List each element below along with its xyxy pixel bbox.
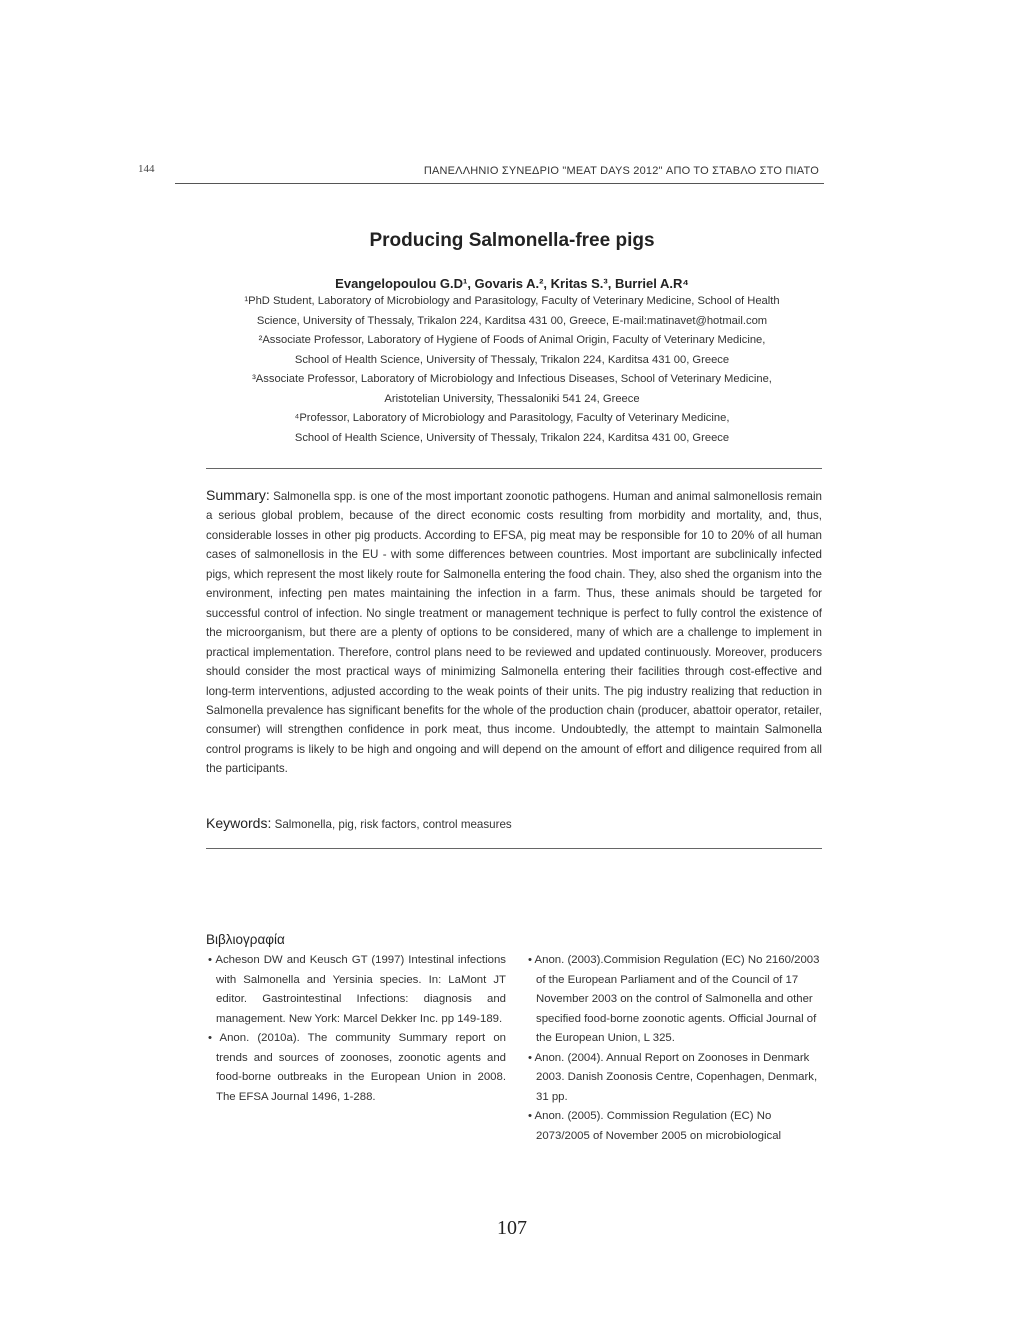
affiliation-line: School of Health Science, University of Thessaly, Trikalon 224, Karditsa 431 00, Greece	[294, 353, 730, 366]
paper-title: Producing Salmonella-free pigs	[369, 230, 655, 251]
running-header: ΠΑΝΕΛΛΗΝΙΟ ΣΥΝΕΔΡΙΟ "MEAT DAYS 2012" ΑΠΟ ΤΟ ΣΤΑΒΛΟ ΣΤΟ ΠΙΑΤΟ	[423, 165, 819, 177]
summary-text: Salmonella spp. is one of the most important zoonotic pathogens. Human and animal salmonellosis remain a serious global problem, because of the direct economic costs resulting from morbidity and mortality, and, thus, considerable losses in other pig products. According to EFSA, pig meat may be responsible for 10 to 20% of all human cases of salmonellosis in the EU - with some differences between countries. Most important are subclinically infected pigs, which represent the most likely route for Salmonella entering the food chain. They, also shed the organism into the environment, infecting pen mates maintaining the infection in a farm. Thus, these animals should be targeted for successful control of infection. No single treatment or management technique is perfect to fully control the existence of the microorganism, but there are a plenty of options to be considered, many of which are a challenge to implement in practical implementation. Therefore, control plans need to be reviewed and updated continuously. Moreover, producers should consider the most practical ways of minimizing Salmonella entering their facilities through cost-effective and long-term interventions, adjusted according to the weak points of their units. The pig industry realizing that reduction in Salmonella prevalence has significant benefits for the whole of the production chain (producer, abattoir operator, retailer, consumer) will strengthen confidence in pork meat, thus income. Undoubtedly, the attempt to maintain Salmonella control programs is likely to be high and ongoing and will depend on the amount of effort and diligence required from all the participants.	[206, 490, 822, 776]
reference-item: • Acheson DW and Keusch GT (1997) Intestinal infections with Salmonella and Yersinia species. In: LaMont JT editor. Gastrointestinal Infections: diagnosis and management. New York: Marcel Dekker Inc. pp 149-189.	[208, 954, 506, 1025]
affiliation-line: ⁴Professor, Laboratory of Microbiology and Parasitology, Faculty of Veterinary Medicine,	[294, 412, 730, 424]
keywords-label: Keywords:	[206, 815, 272, 831]
page-number-bottom: 107	[497, 1217, 527, 1239]
reference-item: • Anon. (2003).Commision Regulation (EC) No 2160/2003 of the European Parliament and of the Council of 17 November 2003 on the control of Salmonella and other specified food-borne zoonotic agents. Official Journal of the European Union, L 325.	[528, 954, 820, 1044]
affiliation-line: Science, University of Thessaly, Trikalon 224, Karditsa 431 00, Greece, E-mail:matinavet@hotmail.com	[256, 314, 768, 327]
author-list: Evangelopoulou G.D¹, Govaris A.², Kritas S.³, Burriel A.R⁴	[335, 276, 689, 291]
references-heading: Βιβλιογραφία	[206, 932, 285, 947]
summary-section	[206, 486, 822, 779]
affiliation-line: ²Associate Professor, Laboratory of Hygiene of Foods of Animal Origin, Faculty of Veterinary Medicine,	[258, 334, 766, 346]
section-divider	[206, 468, 822, 469]
keywords-section	[206, 815, 822, 831]
keywords-text: Salmonella, pig, risk factors, control measures	[274, 818, 512, 831]
reference-item: • Anon. (2004). Annual Report on Zoonoses in Denmark 2003. Danish Zoonosis Centre, Copenhagen, Denmark, 31 pp.	[528, 1051, 818, 1103]
summary-label: Summary:	[206, 487, 270, 503]
page-number-top: 144	[138, 163, 155, 175]
affiliation-line: School of Health Science, University of Thessaly, Trikalon 224, Karditsa 431 00, Greece	[294, 431, 730, 444]
affiliation-line: ¹PhD Student, Laboratory of Microbiology and Parasitology, Faculty of Veterinary Medicine, School of Health	[244, 295, 780, 307]
section-divider	[206, 848, 822, 849]
affiliations	[180, 292, 844, 448]
references-right-column	[526, 951, 822, 1146]
references-left-column	[206, 951, 506, 1107]
reference-item: • Anon. (2010a). The community Summary report on trends and sources of zoonoses, zoonotic agents and food-borne outbreaks in the European Union in 2008. The EFSA Journal 1496, 1-288.	[208, 1032, 506, 1103]
header-divider	[175, 183, 824, 184]
reference-item: • Anon. (2005). Commission Regulation (EC) No 2073/2005 of November 2005 on microbiological	[528, 1110, 782, 1142]
affiliation-line: Aristotelian University, Thessaloniki 541 24, Greece	[384, 392, 640, 405]
affiliation-line: ³Associate Professor, Laboratory of Microbiology and Infectious Diseases, School of Veterinary Medicine,	[252, 373, 772, 385]
